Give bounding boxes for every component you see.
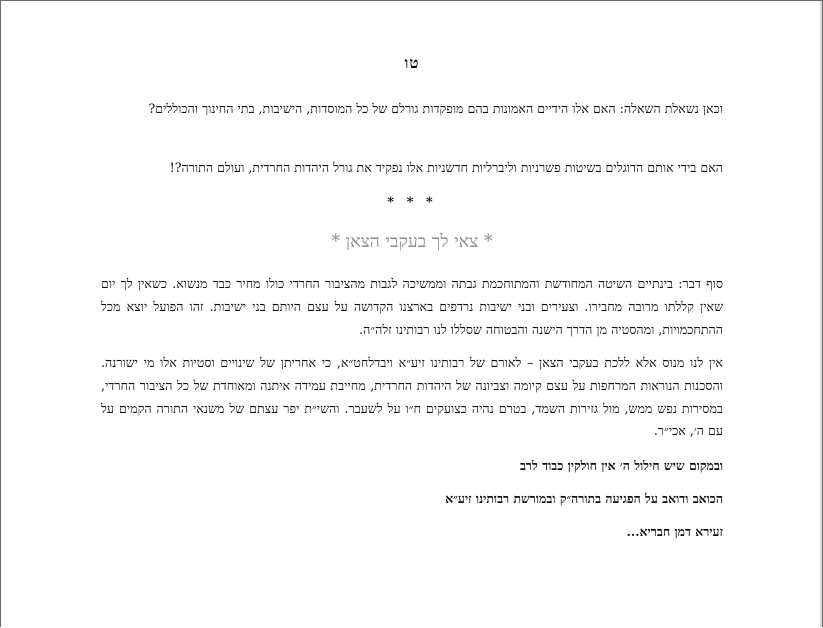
paragraph-question-2: האם בידי אותם הדוגלים בשיטות פשרניות וליברליות חדשניות אלו נפקיד את גורל היהדות החרדית, ועולם התורה?! xyxy=(169,160,723,175)
paragraph-conclusion: סוף דבר: בינתיים השיטה המחודשת והמתוחכמת גבתה וממשיכה לגבות מהציבור החרדי כולו מחיר כבד מנשוא. כשאין לך יום שאין קללתו מרובה מחבירו. וצעירים ובני ישיבות נרדפים בארצנו הקדושה על עצם היותם בני ישיבות. זהו הפועל יוצא מכל ההתחכמויות, ומהסטיה מן הדרך הישנה והבטוחה שסללו לנו רבותינו זלה״ה. xyxy=(101,276,723,337)
paragraph-call: אין לנו מנוס אלא ללכת בעקבי הצאן – לאורם של רבותינו זיע״א ויבדלחט״א, כי אחריתן של שינויים וסטיות אלו מי ישורנה. והסכנות הנוראות המרחפות על עצם קיומה וצביונה של היהדות החרדית, מחייבת עמידה איתנה ומאוחדת של כל הציבור החרדי, במסירות נפש ממש, מול גזירות השמד, בטרם נהיה כצועקים ח״ו על לשעבר. והשי״ת יפר עצתם של משנאי התורה הקמים על עם ה׳, אכי״ר. xyxy=(101,355,723,439)
section-separator: * * * xyxy=(387,195,437,210)
signature-line-3: זעירא דמן חבריא... xyxy=(626,524,723,539)
signature-line-1: ובמקום שיש חילול ה׳ אין חולקין כבוד לרב xyxy=(519,458,723,473)
page-number: טו xyxy=(404,54,420,72)
paragraph-question: וכאן נשאלת השאלה: האם אלו הידיים האמונות בהם מופקדות גורלם של כל המוסדות, הישיבות, בתי החינוך והכוללים? xyxy=(148,101,723,116)
signature-line-2: הכואב ודואב על הפגיעה בתורה״ק ובמורשת רבותינו זיע״א xyxy=(445,491,723,506)
section-heading: * צאי לך בעקבי הצאן * xyxy=(331,232,493,252)
